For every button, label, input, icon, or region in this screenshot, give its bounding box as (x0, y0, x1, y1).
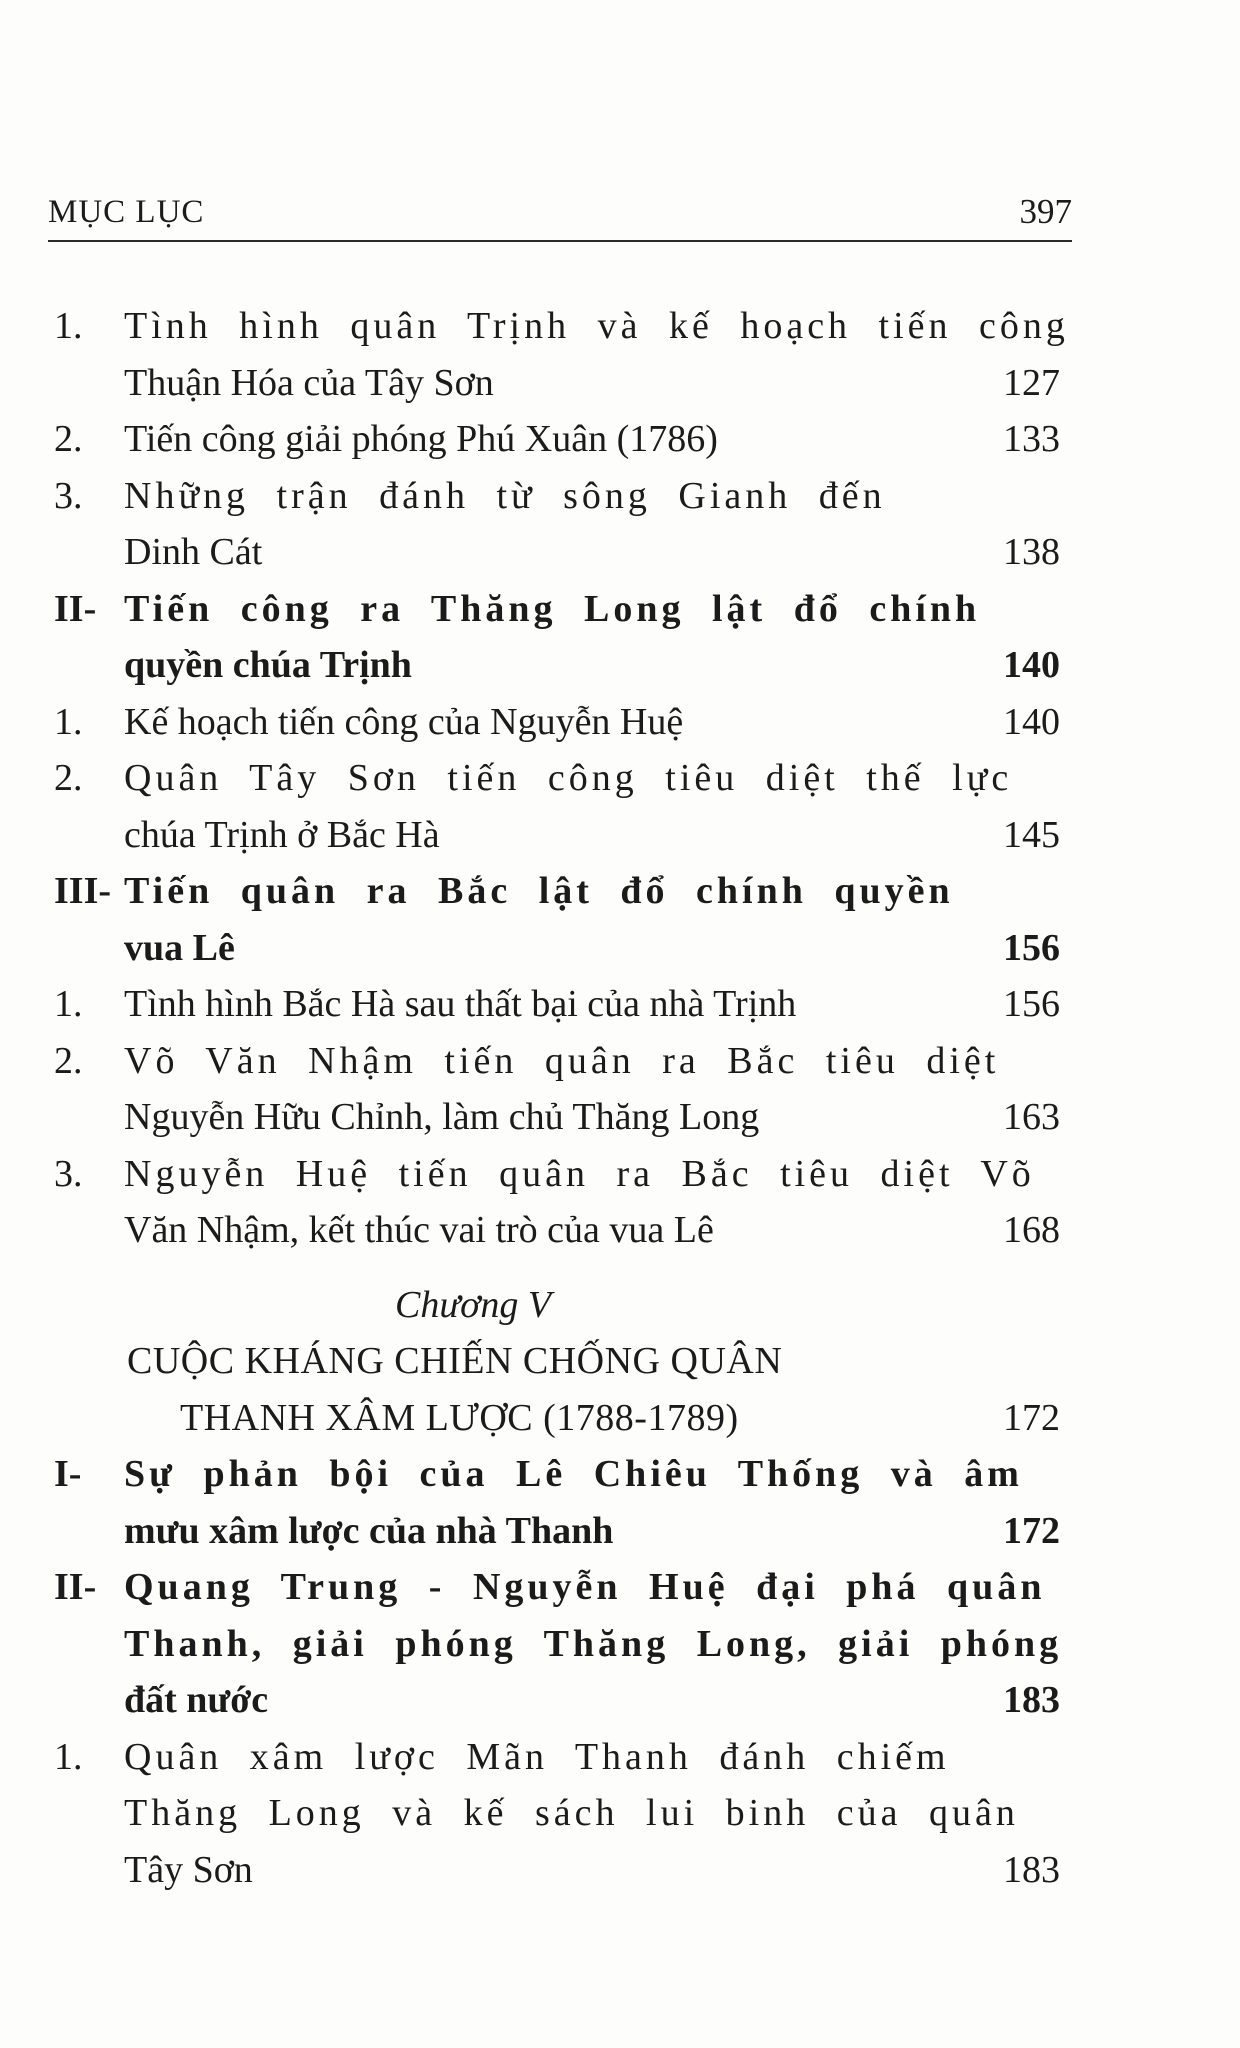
toc-entry-number: 2. (54, 1039, 83, 1082)
toc-entry-page: 140 (1003, 644, 1060, 686)
toc-entry-text: Võ Văn Nhậm tiến quân ra Bắc tiêu diệt (124, 1039, 1000, 1082)
toc-entry-number: 1. (54, 983, 83, 1025)
toc-entry-line (0, 1842, 1240, 1898)
toc-entry-text: Tình hình Bắc Hà sau thất bại của nhà Trịnh (124, 983, 797, 1025)
toc-entry-page: 145 (1003, 813, 1060, 856)
toc-entry-text: Sự phản bội của Lê Chiêu Thống và âm (124, 1453, 1023, 1495)
chapter-title: THANH XÂM LƯỢC (1788-1789) (180, 1396, 739, 1439)
toc-entry-line (0, 807, 1240, 863)
toc-entry-number: 3. (54, 474, 83, 517)
toc-entry-text: mưu xâm lược của nhà Thanh (124, 1509, 614, 1552)
toc-entry-text: Tây Sơn (124, 1848, 253, 1891)
toc-entry-line (0, 1146, 1240, 1202)
toc-entry-line (0, 298, 1240, 354)
toc-entry-line (0, 1503, 1240, 1559)
toc-entry-text: vua Lê (124, 926, 235, 969)
toc-entry-line (0, 920, 1240, 976)
toc-entry-text: Quang Trung - Nguyễn Huệ đại phá quân (124, 1566, 1046, 1608)
toc-entry-number: 1. (54, 1735, 83, 1778)
header-title: MỤC LỤC (48, 194, 205, 230)
toc-entry-text: Văn Nhậm, kết thúc vai trò của vua Lê (124, 1209, 714, 1251)
toc-entry-text: Tình hình quân Trịnh và kế hoạch tiến công (124, 305, 1069, 347)
toc-entry-text: Thuận Hóa của Tây Sơn (124, 361, 494, 404)
toc-entry-number: 2. (54, 418, 83, 460)
toc-entry-line (0, 863, 1240, 919)
toc-entry-page: 172 (1003, 1509, 1060, 1552)
toc-entry-page: 163 (1003, 1096, 1060, 1138)
header-page-number: 397 (1019, 192, 1072, 231)
toc-entry-text: Tiến công giải phóng Phú Xuân (1786) (124, 418, 718, 460)
toc-entry-line (0, 976, 1240, 1032)
toc-entry-text: Những trận đánh từ sông Gianh đến (124, 474, 886, 517)
toc-entry-number: III- (54, 870, 112, 912)
toc-entry-text: chúa Trịnh ở Bắc Hà (124, 813, 440, 856)
toc-entry-page: 156 (1003, 926, 1060, 969)
chapter-title: CUỘC KHÁNG CHIẾN CHỐNG QUÂN (127, 1340, 783, 1382)
toc-entry-line (0, 1729, 1240, 1785)
toc-entry-text: Tiến quân ra Bắc lật đổ chính quyền (124, 870, 954, 912)
toc-entry-page: 183 (1003, 1848, 1060, 1891)
toc-entry-line (0, 355, 1240, 411)
toc-entry-text: đất nước (124, 1679, 269, 1721)
toc-entry-text: Quân Tây Sơn tiến công tiêu diệt thế lực (124, 757, 1013, 799)
toc-entry-text: Tiến công ra Thăng Long lật đổ chính (124, 587, 981, 630)
toc-entry-line (0, 1089, 1240, 1145)
toc-entry-page: 138 (1003, 531, 1060, 573)
toc-entry-line (0, 1785, 1240, 1841)
toc-entry-line (0, 1033, 1240, 1089)
toc-entry-number: 1. (54, 700, 83, 743)
toc-entry-page: 183 (1003, 1679, 1060, 1721)
toc-entry-number: 3. (54, 1152, 83, 1195)
toc-entry-text: Quân xâm lược Mãn Thanh đánh chiếm (124, 1735, 950, 1778)
toc-entry-line (0, 1559, 1240, 1615)
toc-entry-line (0, 1616, 1240, 1672)
toc-entry-page: 140 (1003, 700, 1060, 743)
toc-entry-page: 156 (1003, 983, 1060, 1025)
toc-entry-text: Thăng Long và kế sách lui binh của quân (124, 1792, 1019, 1834)
toc-entry-text: Kế hoạch tiến công của Nguyễn Huệ (124, 700, 684, 743)
toc-entry-text: quyền chúa Trịnh (124, 644, 412, 686)
toc-entry-line (0, 468, 1240, 524)
toc-entry-text: Nguyễn Hữu Chỉnh, làm chủ Thăng Long (124, 1096, 760, 1138)
toc-entry-line (0, 1672, 1240, 1728)
chapter-title-line (0, 1333, 1240, 1389)
toc-entry-number: 1. (54, 305, 83, 347)
chapter-page: 172 (1003, 1396, 1060, 1439)
toc-entry-text: Nguyễn Huệ tiến quân ra Bắc tiêu diệt Võ (124, 1152, 1035, 1195)
toc-entry-number: I- (54, 1453, 82, 1495)
toc-entry-line (0, 750, 1240, 806)
toc-entry-text: Dinh Cát (124, 531, 263, 573)
toc-entry-line (0, 1446, 1240, 1502)
toc-entry-line (0, 637, 1240, 693)
toc-entry-text: Thanh, giải phóng Thăng Long, giải phóng (124, 1622, 1063, 1665)
toc-entry-number: II- (54, 587, 97, 630)
toc-entry-line (0, 694, 1240, 750)
toc-entry-line (0, 1202, 1240, 1258)
toc-entry-page: 127 (1003, 361, 1060, 404)
page-header (48, 186, 1072, 242)
chapter-label: Chương V (395, 1283, 552, 1326)
toc-entry-line (0, 581, 1240, 637)
toc-entry-page: 168 (1003, 1209, 1060, 1251)
toc-entry-line (0, 524, 1240, 580)
toc-entry-line (0, 411, 1240, 467)
toc-entry-number: II- (54, 1566, 97, 1608)
toc-entry-page: 133 (1003, 418, 1060, 460)
toc-entry-number: 2. (54, 757, 83, 799)
chapter-title-line (0, 1390, 1240, 1446)
